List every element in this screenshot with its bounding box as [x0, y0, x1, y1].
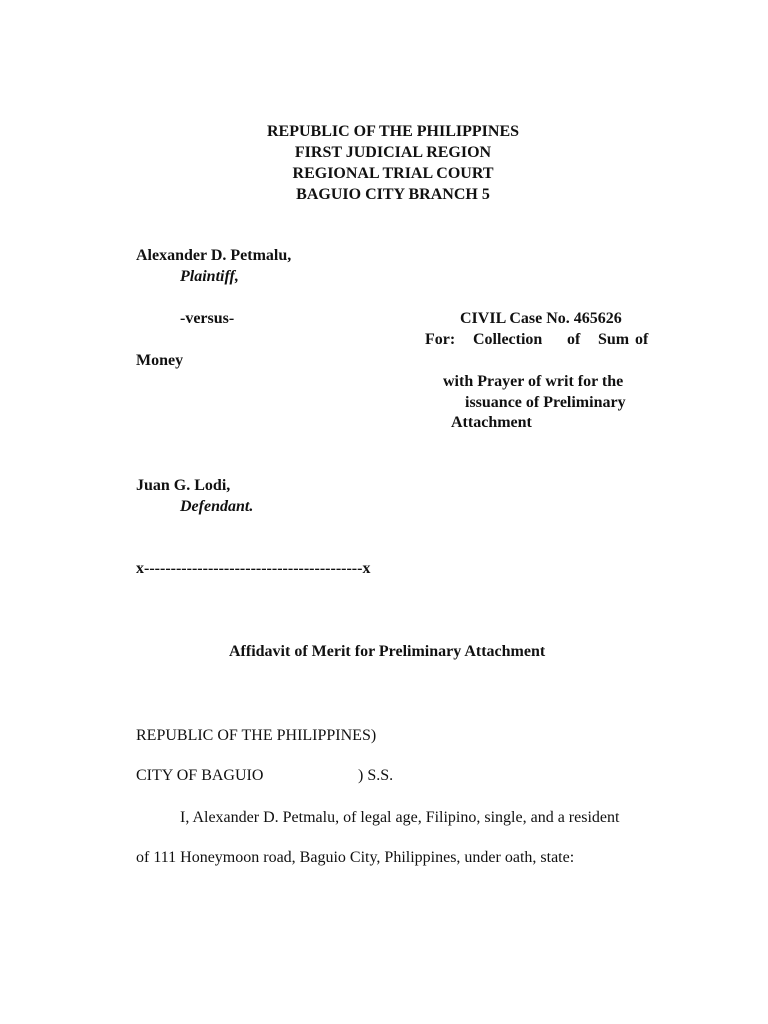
document-title: Affidavit of Merit for Preliminary Attachment [229, 643, 546, 660]
court-header-region: FIRST JUDICIAL REGION [294, 144, 492, 161]
body-line-1: I, Alexander D. Petmalu, of legal age, Filipino, single, and a resident [180, 809, 620, 826]
case-money: Money [136, 352, 184, 369]
court-header-republic: REPUBLIC OF THE PHILIPPINES [266, 123, 520, 140]
defendant-role: Defendant. [180, 498, 254, 515]
case-for-word-4: of [635, 331, 649, 348]
case-number: CIVIL Case No. 465626 [460, 310, 622, 327]
caption-separator: x-----------------------------------------x [136, 560, 371, 577]
court-header-trial-court: REGIONAL TRIAL COURT [292, 165, 494, 182]
defendant-name: Juan G. Lodi, [136, 477, 231, 494]
case-prayer-line: with Prayer of writ for the [443, 373, 624, 390]
venue-ss: ) S.S. [358, 767, 394, 784]
case-for-word-2: of [567, 331, 581, 348]
body-line-2: of 111 Honeymoon road, Baguio City, Philippines, under oath, state: [136, 849, 575, 866]
court-header-branch: BAGUIO CITY BRANCH 5 [296, 186, 490, 203]
case-for-word-1: Collection [473, 331, 543, 348]
case-for-word-3: Sum [598, 331, 630, 348]
case-for-label: For: [425, 331, 456, 348]
plaintiff-role: Plaintiff, [180, 268, 239, 285]
venue-republic: REPUBLIC OF THE PHILIPPINES) [136, 727, 377, 744]
venue-city: CITY OF BAGUIO [136, 767, 264, 784]
case-attachment-line: Attachment [451, 414, 532, 431]
versus-label: -versus- [180, 310, 235, 327]
plaintiff-name: Alexander D. Petmalu, [136, 247, 292, 264]
case-issuance-line: issuance of Preliminary [465, 394, 626, 411]
